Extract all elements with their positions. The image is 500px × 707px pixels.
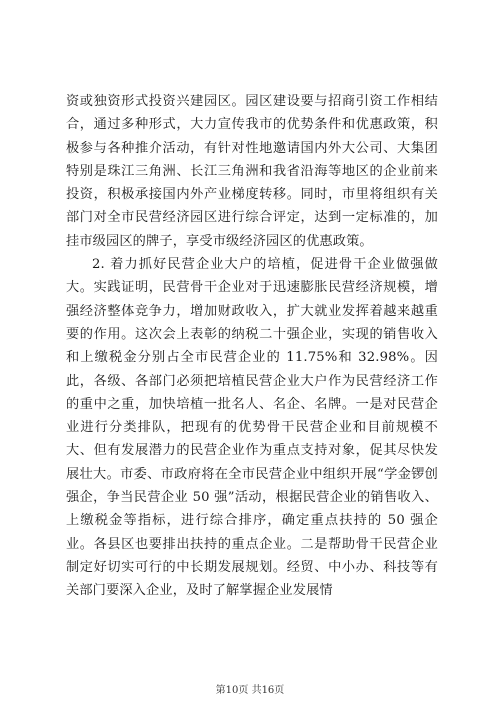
paragraph-1: 资或独资形式投资兴建园区。园区建设要与招商引资工作相结合，通过多种形式，大力宣传我市的优势条件和优惠政策，积极参与各种推介活动，有针对性地邀请国内外大公司、大集团特别是珠江三角洲、长江三角洲和我省沿海等地区的企业前来投资，积极承接国内外产业梯度转移。同时，市里将组织有关部门对全市民营经济园区进行综合评定，达到一定标准的，加挂市级园区的牌子，享受市级经济园区的优惠政策。 <box>66 94 438 249</box>
document-body <box>66 90 438 603</box>
page-number-footer: 第10页 共16页 <box>215 685 285 696</box>
paragraph-2: 2. 着力抓好民营企业大户的培植，促进骨干企业做强做大。实践证明，民营骨干企业对于迅速膨胀民营经济规模，增强经济整体竞争力，增加财政收入，扩大就业发挥着越来越重要的作用。这次会上表彰的纳税二十强企业，实现的销售收入和上缴税金分别占全市民营企业的 11.75%和 32.98%。因此，各级、各部门必须把培植民营企业大户作为民营经济工作的重中之重，加快培植一批名人、名企、名牌。一是对民营企业进行分类排队，把现有的优势骨干民营企业和目前规模不大、但有发展潜力的民营企业作为重点支持对象，促其尽快发展壮大。市委、市政府将在全市民营企业中组织开展“学金锣创强企，争当民营企业 50 强”活动，根据民营企业的销售收入、上缴税金等指标，进行综合排序，确定重点扶持的 50 强企业。各县区也要排出扶持的重点企业。二是帮助骨干民营企业制定好切实可行的中长期发展规划。经贸、中小办、科技等有关部门要深入企业，及时了解掌握企业发展情 <box>66 257 438 599</box>
